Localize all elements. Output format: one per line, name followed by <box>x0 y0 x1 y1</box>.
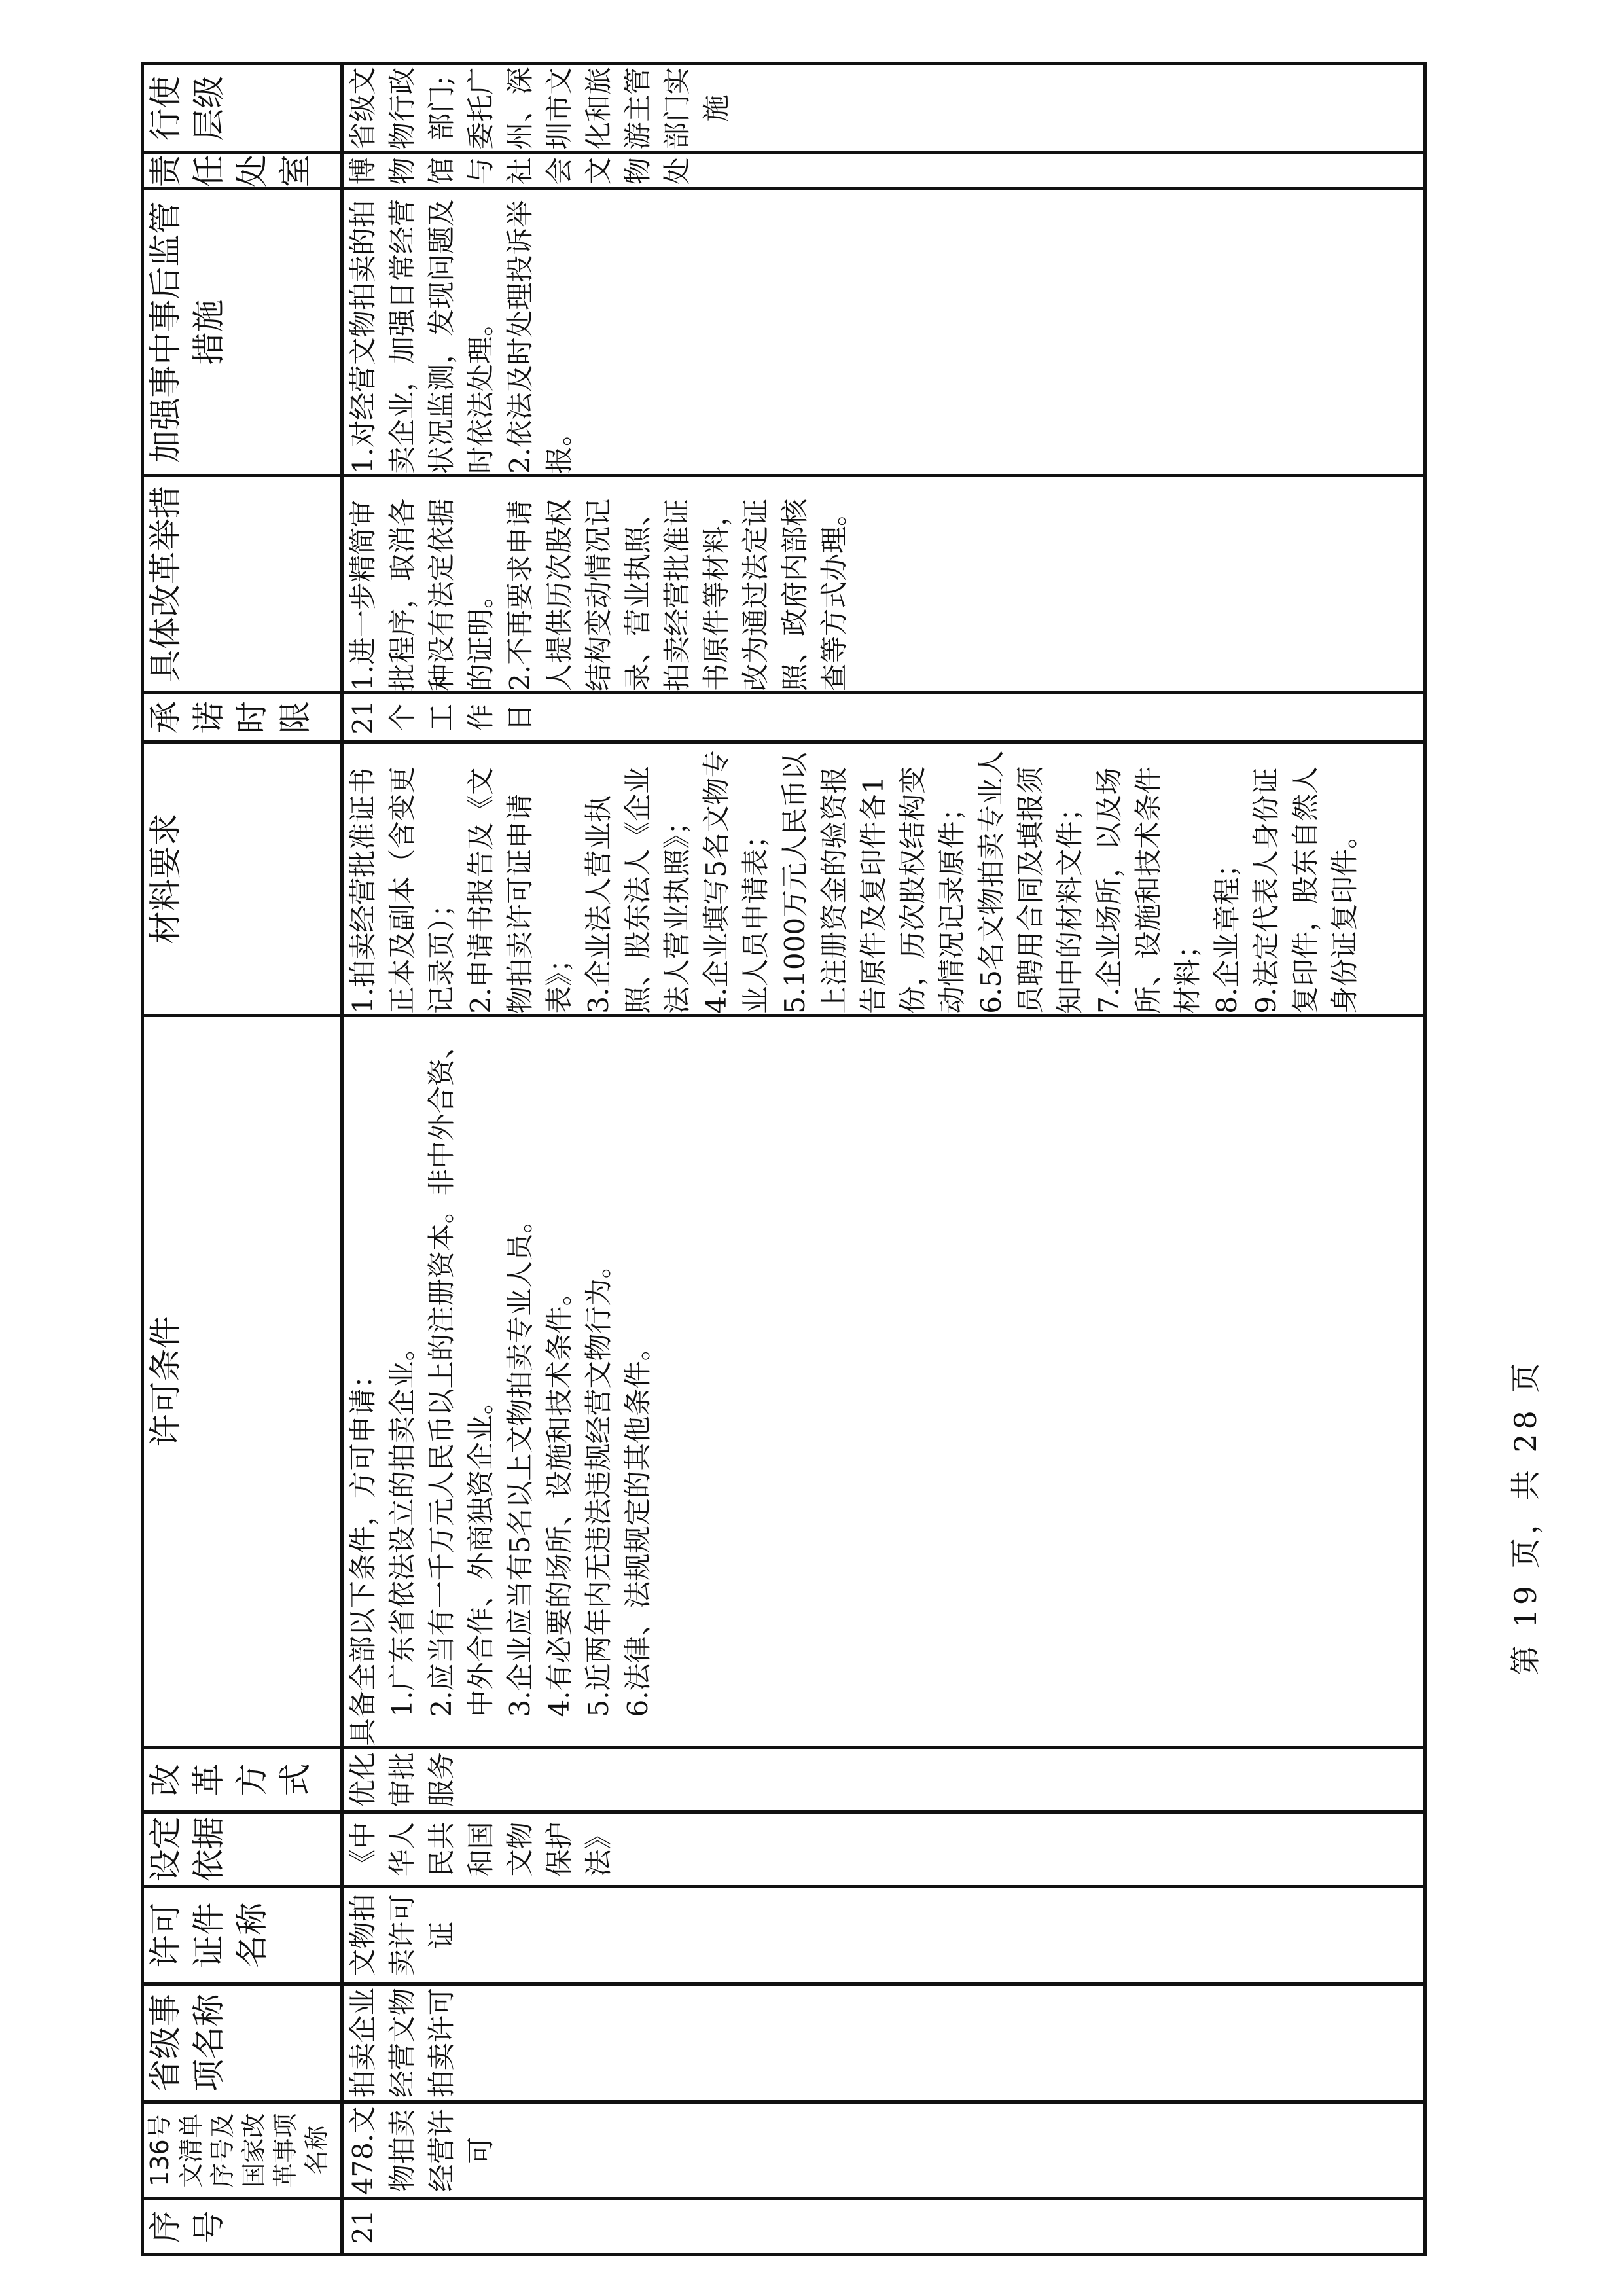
header-conditions: 许可条件 <box>143 1015 342 1748</box>
condition-item: 5.近两年内无违法违规经营文物行为。 <box>582 1251 615 1717</box>
header-level: 行使层级 <box>143 64 342 153</box>
cell-office: 博物馆与社会文物处 <box>342 152 1425 188</box>
measure-item: 2.不再要求申请人提供历次股权结构变动情况记录、营业执照、拍卖经营批准证书原件等材料，改为通过法定证照、政府内部核查等方式办理。 <box>504 498 850 691</box>
cell-level: 省级文物行政部门;委托广州、深圳市文化和旅游主管部门实施 <box>342 64 1425 153</box>
cell-supervision <box>342 189 1425 476</box>
table-row <box>342 64 1425 2255</box>
condition-item: 3.企业应当有5名以上文物拍卖专业人员。 <box>504 1206 536 1717</box>
cell-provincial-item: 拍卖企业经营文物拍卖许可 <box>342 1984 1425 2102</box>
page-number: 第 19 页，共 28 页 <box>1508 1359 1543 1676</box>
header-materials: 材料要求 <box>143 742 342 1015</box>
header-item136: 136号文清单序号及国家改革事项名称 <box>143 2102 342 2199</box>
material-item: 5.1000万元人民币以上注册资金的验资报告原件及复印件各1份，历次股权结构变动情况记录原件； <box>779 752 968 1014</box>
header-supervision: 加强事中事后监管措施 <box>143 189 342 476</box>
header-time-limit: 承诺时限 <box>143 692 342 742</box>
measure-item: 1.进一步精简审批程序，取消各种没有法定依据的证明。 <box>347 498 497 691</box>
cell-time-limit: 21个工作日 <box>342 692 1425 742</box>
material-item: 4.企业填写5名文物专业人员申请表； <box>700 749 772 1014</box>
supervision-item: 2.依法及时处理投诉举报。 <box>504 200 575 474</box>
cell-license-name: 文物拍卖许可证 <box>342 1886 1425 1984</box>
header-basis: 设定依据 <box>143 1812 342 1887</box>
rotated-page <box>141 62 1427 2256</box>
cell-conditions <box>342 1015 1425 1748</box>
material-item: 2.申请书报告及《文物拍卖许可证申请表》； <box>465 767 575 1014</box>
material-item: 1.拍卖经营批准证书正本及副本（含变更记录页）； <box>347 766 457 1014</box>
condition-item: 2.应当有一千万元人民币以上的注册资本。非中外合资、中外合作、外商独资企业。 <box>425 1031 497 1717</box>
material-item: 6.5名文物拍卖专业人员聘用合同及填报须知中的材料文件； <box>975 749 1086 1014</box>
header-reform-mode: 改革方式 <box>143 1748 342 1812</box>
condition-item: 4.有必要的场所、设施和技术条件。 <box>543 1278 575 1717</box>
material-item: 9.法定代表人身份证复印件，股东自然人身份证复印件。 <box>1250 766 1361 1014</box>
material-item: 3.企业法人营业执照、股东法人《企业法人营业执照》； <box>582 766 693 1014</box>
cell-materials <box>342 742 1425 1015</box>
header-seq: 序号 <box>143 2199 342 2255</box>
conditions-intro: 具备全部以下条件，方可申请： <box>347 1361 379 1746</box>
header-measures: 具体改革举措 <box>143 475 342 692</box>
condition-item: 6.法律、法规规定的其他条件。 <box>622 1333 654 1717</box>
cell-item136: 478.文物拍卖经营许可 <box>342 2102 1425 2199</box>
material-item: 8.企业章程； <box>1211 850 1243 1014</box>
reform-table <box>141 62 1427 2256</box>
material-item: 7.企业场所，以及场所、设施和技术条件材料； <box>1093 766 1204 1014</box>
header-provincial-item: 省级事项名称 <box>143 1984 342 2102</box>
header-office: 责任处室 <box>143 152 342 188</box>
condition-item: 1.广东省依法设立的拍卖企业。 <box>386 1333 418 1717</box>
cell-seq: 21 <box>342 2199 1425 2255</box>
cell-measures <box>342 475 1425 692</box>
supervision-item: 1.对经营文物拍卖的拍卖企业，加强日常经营状况监测，发现问题及时依法处理。 <box>347 198 497 474</box>
header-license-name: 许可证件名称 <box>143 1886 342 1984</box>
cell-reform-mode: 优化审批服务 <box>342 1748 1425 1812</box>
cell-basis: 《中华人民共和国文物保护法》 <box>342 1812 1425 1887</box>
header-row <box>143 64 342 2255</box>
